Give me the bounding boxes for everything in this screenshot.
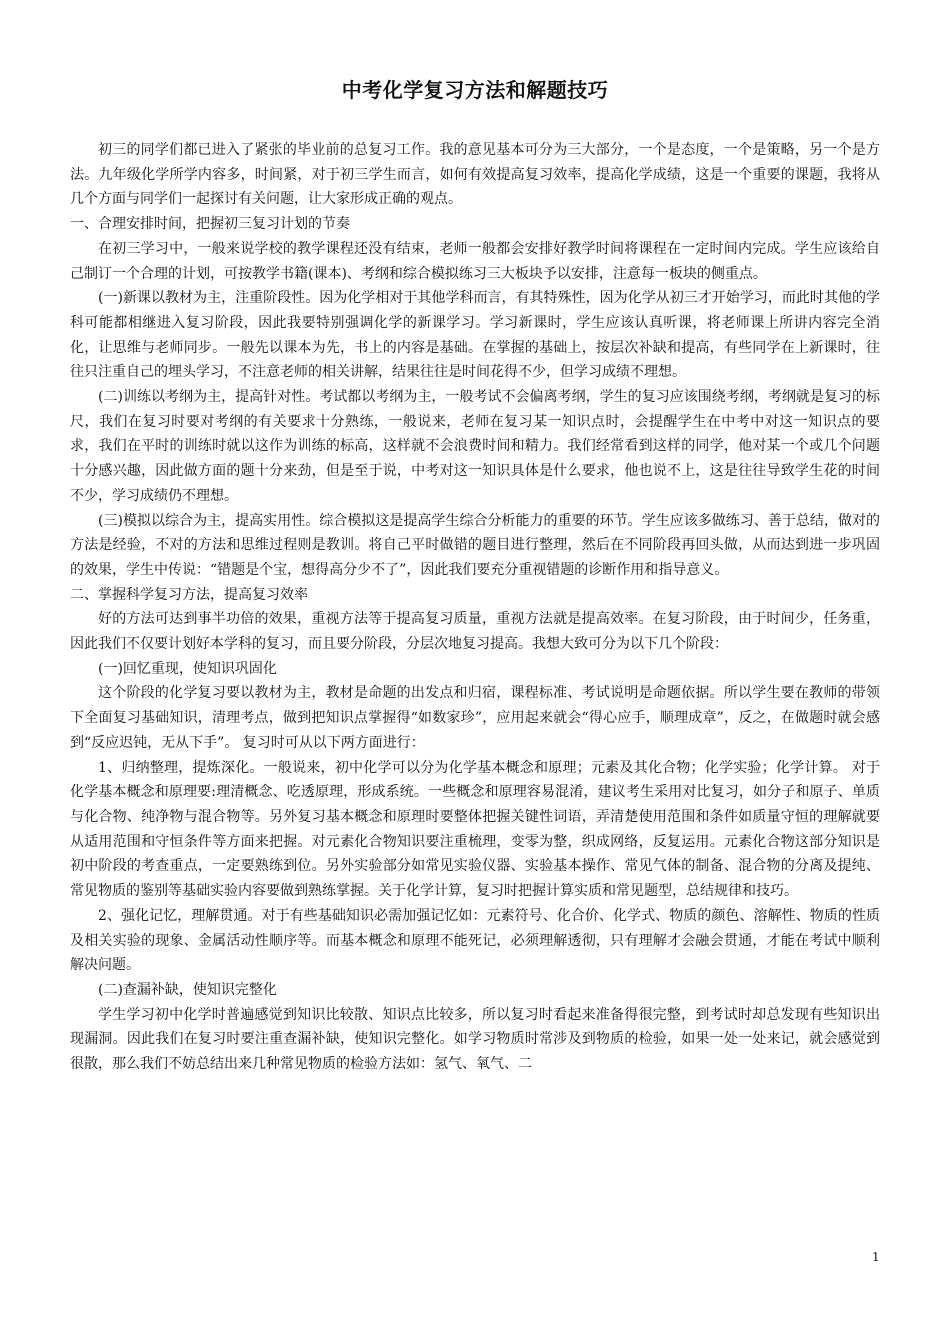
paragraph: 这个阶段的化学复习要以教材为主，教材是命题的出发点和归宿，课程标准、考试说明是命题依据。所以学生要在教师的带领下全面复习基础知识，清理考点，做到把知识点掌握得“如数家珍”，应用起来就会“得心应手，顺理成章”，反之，在做题时就会感到“反应迟钝，无从下手”。 复习时可从以下两方面进行： <box>70 685 880 751</box>
paragraph: (三)模拟以综合为主，提高实用性。综合模拟这是提高学生综合分析能力的重要的环节。学生应该多做练习、善于总结，做对的方法是经验，不对的方法和思维过程则是教训。将自己平时做错的题目进行整理，然后在不同阶段再回头做，从而达到进一步巩固的效果，学生中传说：“错题是个宝，想得高分少不了”，因此我们要充分重视错题的诊断作用和指导意义。 <box>70 512 880 578</box>
section-heading-1: 一、合理安排时间，把握初三复习计划的节奏 <box>70 216 350 233</box>
paragraph: (一)新课以教材为主，注重阶段性。因为化学相对于其他学科而言，有其特殊性，因为化学从初三才开始学习，而此时其他的学科可能都相继进入复习阶段，因此我要特别强调化学的新课学习。学习新课时，学生应该认真听课，将老师课上所讲内容完全消化，让思维与老师同步。一般先以课本为先，书上的内容是基础。在掌握的基础上，按层次补缺和提高，有些同学在上新课时，往往只注重自己的埋头学习，不注意老师的相关讲解，结果往往是时间花得不少，但学习成绩不理想。 <box>70 290 880 381</box>
paragraph: 1、归纳整理，提炼深化。一般说来，初中化学可以分为化学基本概念和原理；元素及其化合物；化学实验；化学计算。 对于化学基本概念和原理要:理清概念、吃透原理，形成系统。一些概念和原理容易混淆，建议考生采用对比复习，如分子和原子、单质与化合物、纯净物与混合物等。另外复习基本概念和原理时要整体把握关键性词语，弄清楚使用范围和条件如质量守恒的理解就要从适用范围和守恒条件等方面来把握。对元素化合物知识要注重梳理，变零为整，织成网络，反复运用。元素化合物这部分知识是初中阶段的考查重点，一定要熟练到位。另外实验部分如常见实验仪器、实验基本操作、常见气体的制备、混合物的分离及提纯、常见物质的鉴别等基础实验内容要做到熟练掌握。关于化学计算，复习时把握计算实质和常见题型，总结规律和技巧。 <box>70 759 880 900</box>
subheading: (二)查漏补缺，使知识完整化 <box>98 981 277 998</box>
document-body <box>70 138 880 1077</box>
page-number: 1 <box>872 1250 880 1264</box>
paragraph: (二)训练以考纲为主，提高针对性。考试都以考纲为主，一般考试不会偏离考纲，学生的复习应该围绕考纲，考纲就是复习的标尺，我们在复习时要对考纲的有关要求十分熟练，一般说来，老师在复习某一知识点时，会提醒学生在中考中对这一知识点的要求，我们在平时的训练时就以这作为训练的标高，这样就不会浪费时间和精力。我们经常看到这样的同学，他对某一个或几个问题十分感兴趣，因此做方面的题十分来劲，但是至于说，中考对这一知识具体是什么要求，他也说不上，这是往往导致学生花的时间不少，学习成绩仍不理想。 <box>70 389 880 504</box>
paragraph: 2、强化记忆，理解贯通。对于有些基础知识必需加强记忆如：元素符号、化合价、化学式、物质的颜色、溶解性、物质的性质及相关实验的现象、金属活动性顺序等。而基本概念和原理不能死记，必须理解透彻，只有理解才会融会贯通，才能在考试中顺利解决问题。 <box>70 907 880 974</box>
paragraph: 好的方法可达到事半功倍的效果，重视方法等于提高复习质量，重视方法就是提高效率。在复习阶段，由于时间少，任务重，因此我们不仅要计划好本学科的复习，而且要分阶段，分层次地复习提高。我想大致可分为以下几个阶段： <box>70 611 880 653</box>
paragraph: 在初三学习中，一般来说学校的教学课程还没有结束，老师一般都会安排好教学时间将课程在一定时间内完成。学生应该给自己制订一个合理的计划，可按教学书籍(课本)、考纲和综合模拟练习三大板块予以安排，注意每一板块的侧重点。 <box>70 240 880 282</box>
subheading: (一)回忆重现，使知识巩固化 <box>98 660 277 677</box>
paragraph-intro: 初三的同学们都已进入了紧张的毕业前的总复习工作。我的意见基本可分为三大部分，一个是态度，一个是策略，另一个是方法。九年级化学所学内容多，时间紧，对于初三学生而言，如何有效提高复习效率，提高化学成绩，这是一个重要的课题，我将从几个方面与同学们一起探讨有关问题，让大家形成正确的观点。 <box>70 142 880 208</box>
page-title: 中考化学复习方法和解题技巧 <box>341 78 609 102</box>
section-heading-2: 二、掌握科学复习方法，提高复习效率 <box>70 586 308 603</box>
paragraph: 学生学习初中化学时普遍感觉到知识比较散、知识点比较多，所以复习时看起来准备得很完整，到考试时却总发现有些知识出现漏洞。因此我们在复习时要注重查漏补缺，使知识完整化。如学习物质时常涉及到物质的检验，如果一处一处来记，就会感觉到很散，那么我们不妨总结出来几种常见物质的检验方法如：氢气、氧气、二 <box>70 1006 880 1073</box>
